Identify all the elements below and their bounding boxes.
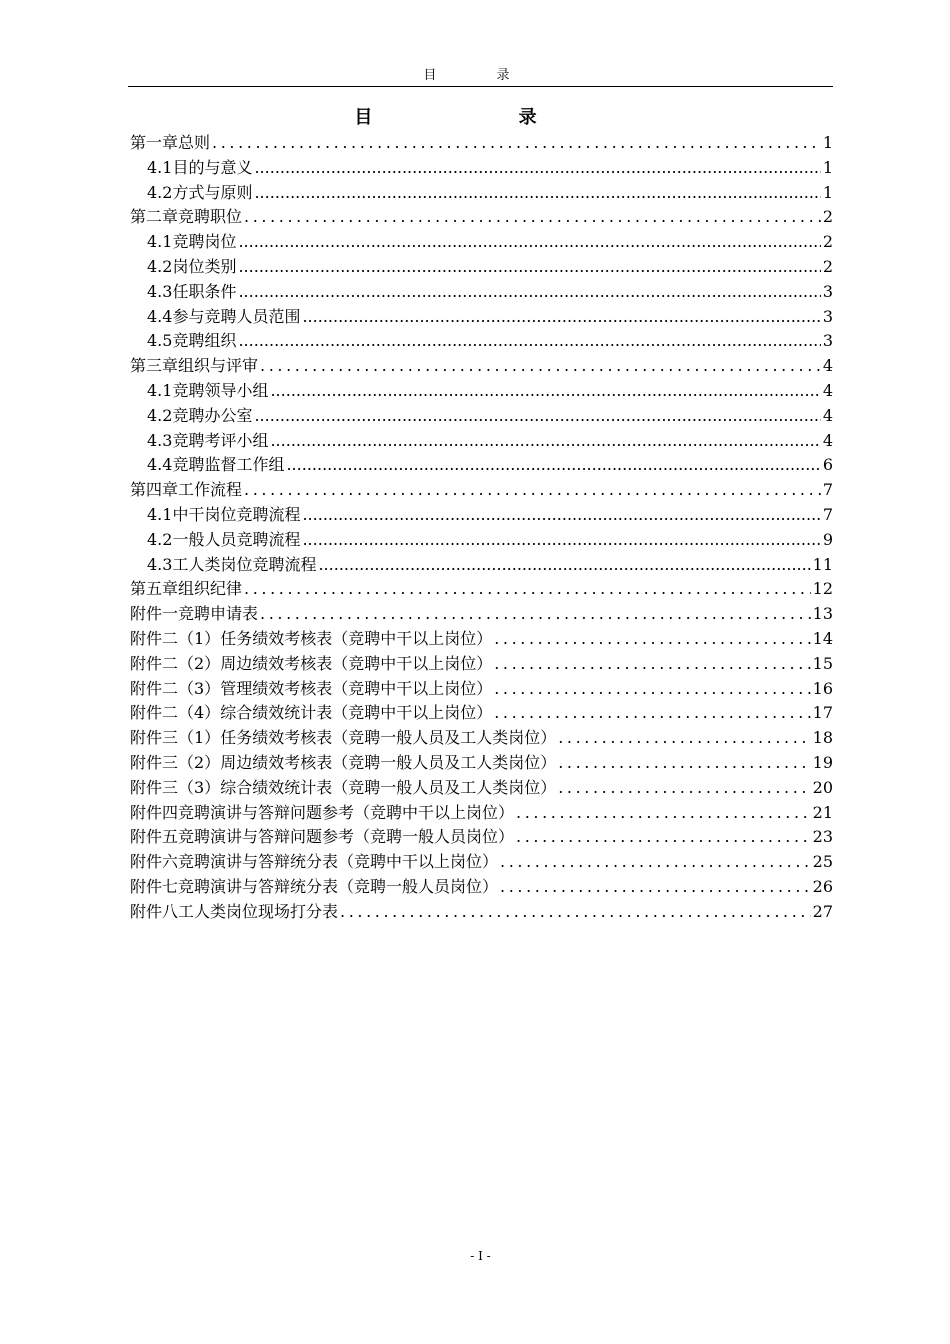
- toc-entry-number: 4.1: [147, 157, 173, 177]
- toc-entry[interactable]: [130, 354, 833, 379]
- toc-entry[interactable]: [130, 429, 833, 454]
- toc-entry-number: 4.3: [147, 281, 173, 301]
- toc-entry-number: 4.3: [147, 430, 173, 450]
- toc-entry[interactable]: [130, 602, 833, 627]
- dot-leader: [270, 379, 820, 404]
- toc-entry[interactable]: [130, 131, 833, 156]
- dot-leader: [302, 305, 820, 330]
- toc-entry-number: 4.4: [147, 306, 173, 326]
- toc-entry[interactable]: [130, 776, 833, 801]
- toc-entry-page: 17: [812, 703, 833, 723]
- toc-entry[interactable]: [130, 528, 833, 553]
- toc-entry[interactable]: [130, 280, 833, 305]
- toc-entry-title: 任务绩效考核表（竞聘中干以上岗位）: [220, 628, 493, 648]
- toc-entry-number: 4.2: [147, 182, 173, 202]
- dot-leader: [270, 429, 820, 454]
- toc-entry[interactable]: [130, 255, 833, 280]
- toc-entry-title: 竞聘组织: [172, 331, 237, 351]
- toc-entry-title: 竞聘演讲与答辩统分表（竞聘中干以上岗位）: [178, 852, 499, 872]
- dot-leader: [558, 751, 810, 776]
- toc-entry-number: 第四章: [130, 480, 179, 500]
- toc-entry-title: 竞聘演讲与答辩问题参考（竞聘中干以上岗位）: [178, 802, 515, 822]
- toc-entry[interactable]: [130, 329, 833, 354]
- toc-entry-title: 目的与意义: [172, 157, 253, 177]
- toc-entry-page: 23: [812, 827, 833, 847]
- toc-entry-page: 2: [822, 207, 833, 227]
- toc-entry-page: 27: [812, 901, 833, 921]
- toc-entry[interactable]: [130, 726, 833, 751]
- toc-entry-number: 附件三（3）: [130, 777, 221, 797]
- toc-entry-number: 4.2: [147, 256, 173, 276]
- dot-leader: [254, 181, 820, 206]
- toc-entry-title: 总则: [178, 133, 211, 152]
- toc-title: 目 录: [354, 107, 607, 128]
- dot-leader: [286, 453, 820, 478]
- dot-leader: [238, 230, 820, 255]
- toc-entry-page: 13: [812, 604, 833, 624]
- toc-entry-title: 任职条件: [172, 281, 237, 301]
- toc-entry-title: 竞聘领导小组: [172, 380, 269, 400]
- toc-entry-number: 附件二（3）: [130, 678, 221, 698]
- dot-leader: [516, 825, 811, 850]
- toc-entry-number: 附件六: [130, 852, 179, 872]
- toc-entry-page: 1: [822, 182, 833, 202]
- toc-entry-page: 7: [822, 504, 833, 524]
- dot-leader: [494, 652, 810, 677]
- dot-leader: [244, 478, 821, 503]
- toc-entry-page: 18: [812, 728, 833, 748]
- toc-entry[interactable]: [130, 677, 833, 702]
- dot-leader: [558, 776, 810, 801]
- dot-leader: [302, 528, 820, 553]
- toc-entry-title: 管理绩效考核表（竞聘中干以上岗位）: [220, 678, 493, 698]
- dot-leader: [212, 131, 821, 156]
- toc-entry-number: 附件八: [130, 901, 179, 921]
- toc-entry-number: 附件五: [130, 827, 179, 847]
- dot-leader: [260, 602, 811, 627]
- dot-leader: [244, 577, 811, 602]
- toc-entry-title: 竞聘演讲与答辩统分表（竞聘一般人员岗位）: [178, 876, 499, 896]
- toc-entry-page: 16: [812, 678, 833, 698]
- dot-leader: [494, 627, 810, 652]
- toc-entry-page: 3: [822, 281, 833, 301]
- toc-entry-number: 第三章: [130, 356, 179, 376]
- toc-entry-number: 4.2: [147, 405, 173, 425]
- toc-entry-number: 附件二（1）: [130, 628, 221, 648]
- dot-leader: [244, 205, 821, 230]
- dot-leader: [494, 701, 810, 726]
- toc-entry-page: 20: [812, 777, 833, 797]
- toc-entry[interactable]: [130, 503, 833, 528]
- toc-entry-page: 7: [822, 480, 833, 500]
- toc-entry-number: 4.1: [147, 232, 173, 252]
- toc-entry[interactable]: [130, 156, 833, 181]
- table-of-contents: [130, 131, 833, 925]
- toc-entry[interactable]: [130, 875, 833, 900]
- toc-entry-title: 工人类岗位竞聘流程: [172, 554, 317, 574]
- toc-entry-page: 2: [822, 256, 833, 276]
- toc-entry-page: 21: [812, 802, 833, 822]
- toc-entry[interactable]: [130, 825, 833, 850]
- toc-entry-page: 4: [822, 405, 833, 425]
- toc-entry-page: 3: [822, 306, 833, 326]
- toc-entry-number: 附件四: [130, 802, 179, 822]
- toc-entry-title: 工作流程: [178, 480, 243, 500]
- toc-entry-page: 26: [812, 876, 833, 896]
- toc-entry[interactable]: [130, 478, 833, 503]
- toc-entry[interactable]: [130, 305, 833, 330]
- page-header: 目 录: [423, 68, 538, 83]
- toc-entry-number: 4.5: [147, 331, 173, 351]
- toc-entry-page: 19: [812, 752, 833, 772]
- toc-entry[interactable]: [130, 181, 833, 206]
- toc-entry-title: 竞聘职位: [178, 207, 243, 227]
- toc-entry-number: 附件二（2）: [130, 653, 221, 673]
- toc-entry-title: 竞聘演讲与答辩问题参考（竞聘一般人员岗位）: [178, 827, 515, 847]
- toc-entry[interactable]: [130, 701, 833, 726]
- toc-entry-number: 附件三（2）: [130, 752, 221, 772]
- dot-leader: [254, 404, 820, 429]
- toc-entry-number: 附件三（1）: [130, 728, 221, 748]
- toc-entry[interactable]: [130, 553, 833, 578]
- toc-entry-title: 周边绩效考核表（竞聘一般人员及工人类岗位）: [220, 752, 557, 772]
- toc-entry[interactable]: [130, 627, 833, 652]
- toc-entry[interactable]: [130, 801, 833, 826]
- toc-entry-number: 4.2: [147, 529, 173, 549]
- toc-entry-number: 4.4: [147, 455, 173, 475]
- toc-entry-number: 附件二（4）: [130, 703, 221, 723]
- toc-entry-title: 综合绩效统计表（竞聘中干以上岗位）: [220, 703, 493, 723]
- toc-entry-title: 竞聘岗位: [172, 232, 237, 252]
- toc-entry-number: 第一章: [130, 133, 179, 152]
- toc-entry[interactable]: [130, 453, 833, 478]
- toc-entry-title: 方式与原则: [172, 182, 253, 202]
- toc-entry[interactable]: [130, 850, 833, 875]
- dot-leader: [238, 329, 820, 354]
- toc-entry-number: 4.3: [147, 554, 173, 574]
- toc-entry-number: 附件七: [130, 876, 179, 896]
- toc-entry-page: 14: [812, 628, 833, 648]
- toc-entry-title: 组织纪律: [178, 579, 243, 599]
- dot-leader: [558, 726, 810, 751]
- toc-entry[interactable]: [130, 230, 833, 255]
- toc-entry[interactable]: [130, 900, 833, 925]
- page-number: - I -: [470, 1249, 491, 1263]
- toc-entry-page: 25: [812, 852, 833, 872]
- dot-leader: [238, 280, 820, 305]
- toc-entry-title: 岗位类别: [172, 256, 237, 276]
- toc-entry-number: 附件一: [130, 604, 179, 624]
- toc-entry-number: 第五章: [130, 579, 179, 599]
- toc-entry-number: 4.1: [147, 504, 173, 524]
- toc-entry-title: 一般人员竞聘流程: [172, 529, 301, 549]
- toc-entry-page: 4: [822, 380, 833, 400]
- toc-entry-page: 2: [822, 232, 833, 252]
- toc-entry-page: 15: [812, 653, 833, 673]
- dot-leader: [238, 255, 820, 280]
- dot-leader: [516, 801, 811, 826]
- toc-entry-page: 4: [822, 430, 833, 450]
- toc-entry-title: 竞聘监督工作组: [172, 455, 285, 475]
- toc-entry-title: 竞聘申请表: [178, 604, 259, 624]
- toc-entry[interactable]: [130, 205, 833, 230]
- toc-entry-title: 工人类岗位现场打分表: [178, 901, 339, 921]
- toc-entry-title: 周边绩效考核表（竞聘中干以上岗位）: [220, 653, 493, 673]
- dot-leader: [254, 156, 820, 181]
- dot-leader: [494, 677, 810, 702]
- toc-entry[interactable]: [130, 652, 833, 677]
- toc-entry-title: 竞聘办公室: [172, 405, 253, 425]
- toc-entry[interactable]: [130, 379, 833, 404]
- toc-entry[interactable]: [130, 404, 833, 429]
- toc-entry-page: 12: [812, 579, 833, 599]
- toc-entry[interactable]: [130, 577, 833, 602]
- toc-entry-title: 竞聘考评小组: [172, 430, 269, 450]
- dot-leader: [260, 354, 821, 379]
- toc-entry-page: 3: [822, 331, 833, 351]
- toc-entry-title: 组织与评审: [178, 356, 259, 376]
- dot-leader: [500, 875, 811, 900]
- toc-entry-number: 4.1: [147, 380, 173, 400]
- dot-leader: [318, 553, 810, 578]
- dot-leader: [500, 850, 811, 875]
- toc-entry-title: 综合绩效统计表（竞聘一般人员及工人类岗位）: [220, 777, 557, 797]
- toc-entry[interactable]: [130, 751, 833, 776]
- toc-entry-page: 4: [822, 356, 833, 376]
- dot-leader: [302, 503, 820, 528]
- toc-entry-page: 1: [822, 157, 833, 177]
- toc-entry-title: 任务绩效考核表（竞聘一般人员及工人类岗位）: [220, 728, 557, 748]
- toc-entry-number: 第二章: [130, 207, 179, 227]
- toc-entry-title: 参与竞聘人员范围: [172, 306, 301, 326]
- toc-entry-page: 9: [822, 529, 833, 549]
- toc-entry-page: 11: [812, 554, 833, 574]
- toc-entry-page: 6: [822, 455, 833, 475]
- dot-leader: [340, 900, 811, 925]
- toc-entry-title: 中干岗位竞聘流程: [172, 504, 301, 524]
- header-divider: [128, 86, 833, 87]
- toc-entry-page: 1: [822, 133, 833, 152]
